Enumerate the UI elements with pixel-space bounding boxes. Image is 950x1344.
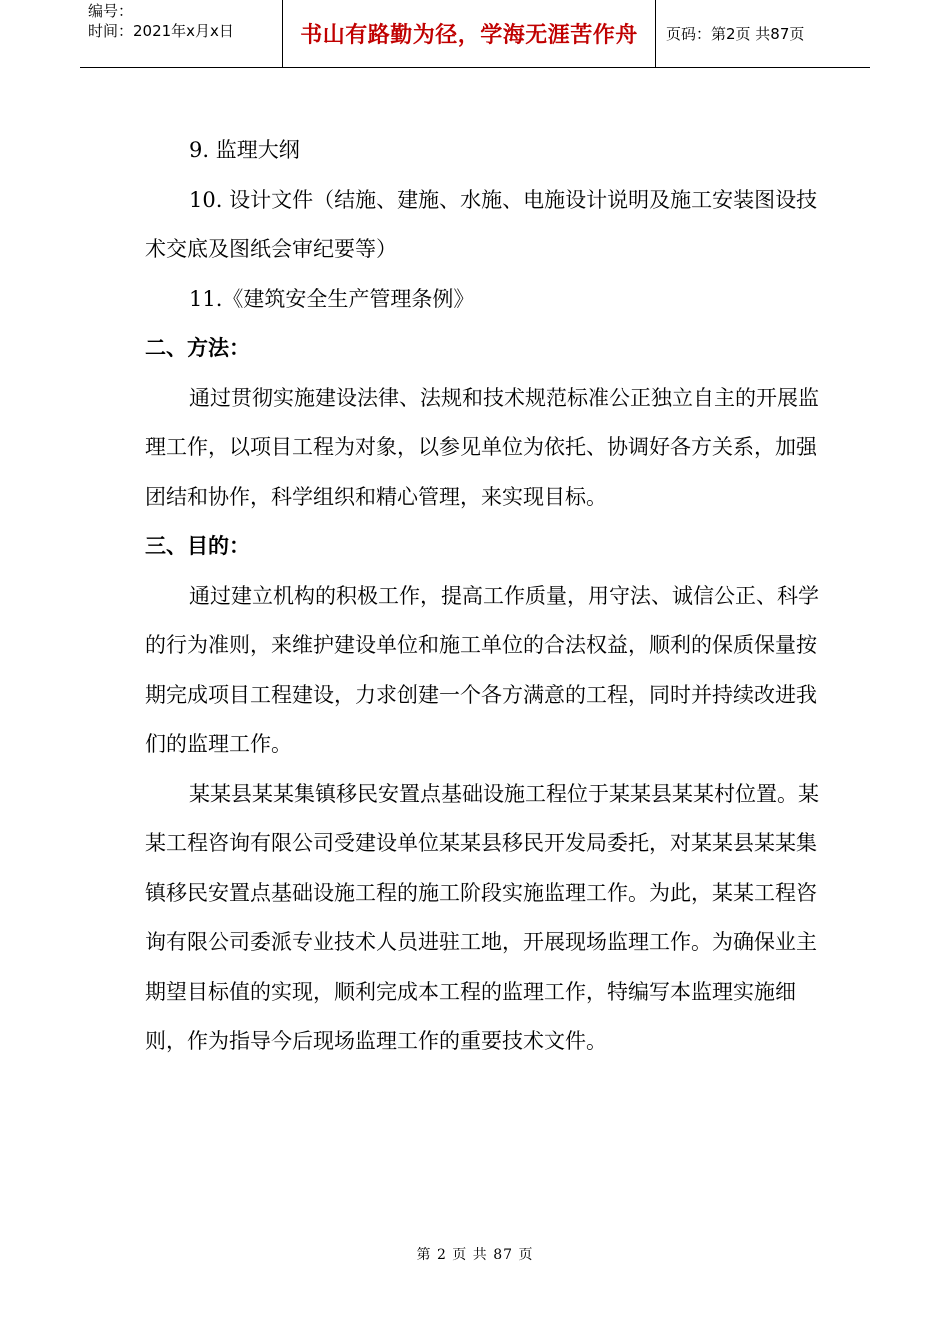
reference-item: 11.《建筑安全生产管理条例》 [189,286,475,311]
page-footer [0,1244,950,1264]
motto-text: 书山有路勤为径，学海无涯苦作舟 [300,23,638,48]
document-body [145,126,825,1067]
method-paragraph: 通过贯彻实施建设法律、法规和技术规范标准公正独立自主的开展监理工作，以项目工程为对象，以参见单位为依托、协调好各方关系，加强团结和协作，科学组织和精心管理，来实现目标。 [145,385,819,509]
header-page-info [656,0,870,67]
project-paragraph: 某某县某某集镇移民安置点基础设施工程位于某某县某某村位置。某某工程咨询有限公司受建设单位某某县移民开发局委托，对某某县某某集镇移民安置点基础设施工程的施工阶段实施监理工作。为此，某某工程咨询有限公司委派专业技术人员进驻工地，开展现场监理工作。为确保业主期望目标值的实现，顺利完成本工程的监理工作，特编写本监理实施细则，作为指导今后现场监理工作的重要技术文件。 [145,781,819,1053]
reference-item: 9. 监理大纲 [189,138,300,162]
footer-page-number: 第 2 页 共 87 页 [416,1247,534,1263]
section-heading-method: 二、方法： [145,336,250,360]
purpose-paragraph: 通过建立机构的积极工作，提高工作质量，用守法、诚信公正、科学的行为准则，来维护建设单位和施工单位的合法权益，顺利的保质保量按期完成项目工程建设，力求创建一个各方满意的工程，同时并持续改进我们的监理工作。 [145,583,819,756]
page-info-text: 页码：第2页 共87页 [666,25,805,43]
page-header [80,0,870,68]
document-number-label: 编号： [88,2,134,20]
header-meta [80,0,282,67]
section-heading-purpose: 三、目的： [145,534,250,558]
reference-item: 10. 设计文件（结施、建施、水施、电施设计说明及施工安装图设技术交底及图纸会审纪要等） [145,187,818,261]
header-motto [282,0,656,67]
document-date: 时间：2021年x月x日 [88,22,234,40]
